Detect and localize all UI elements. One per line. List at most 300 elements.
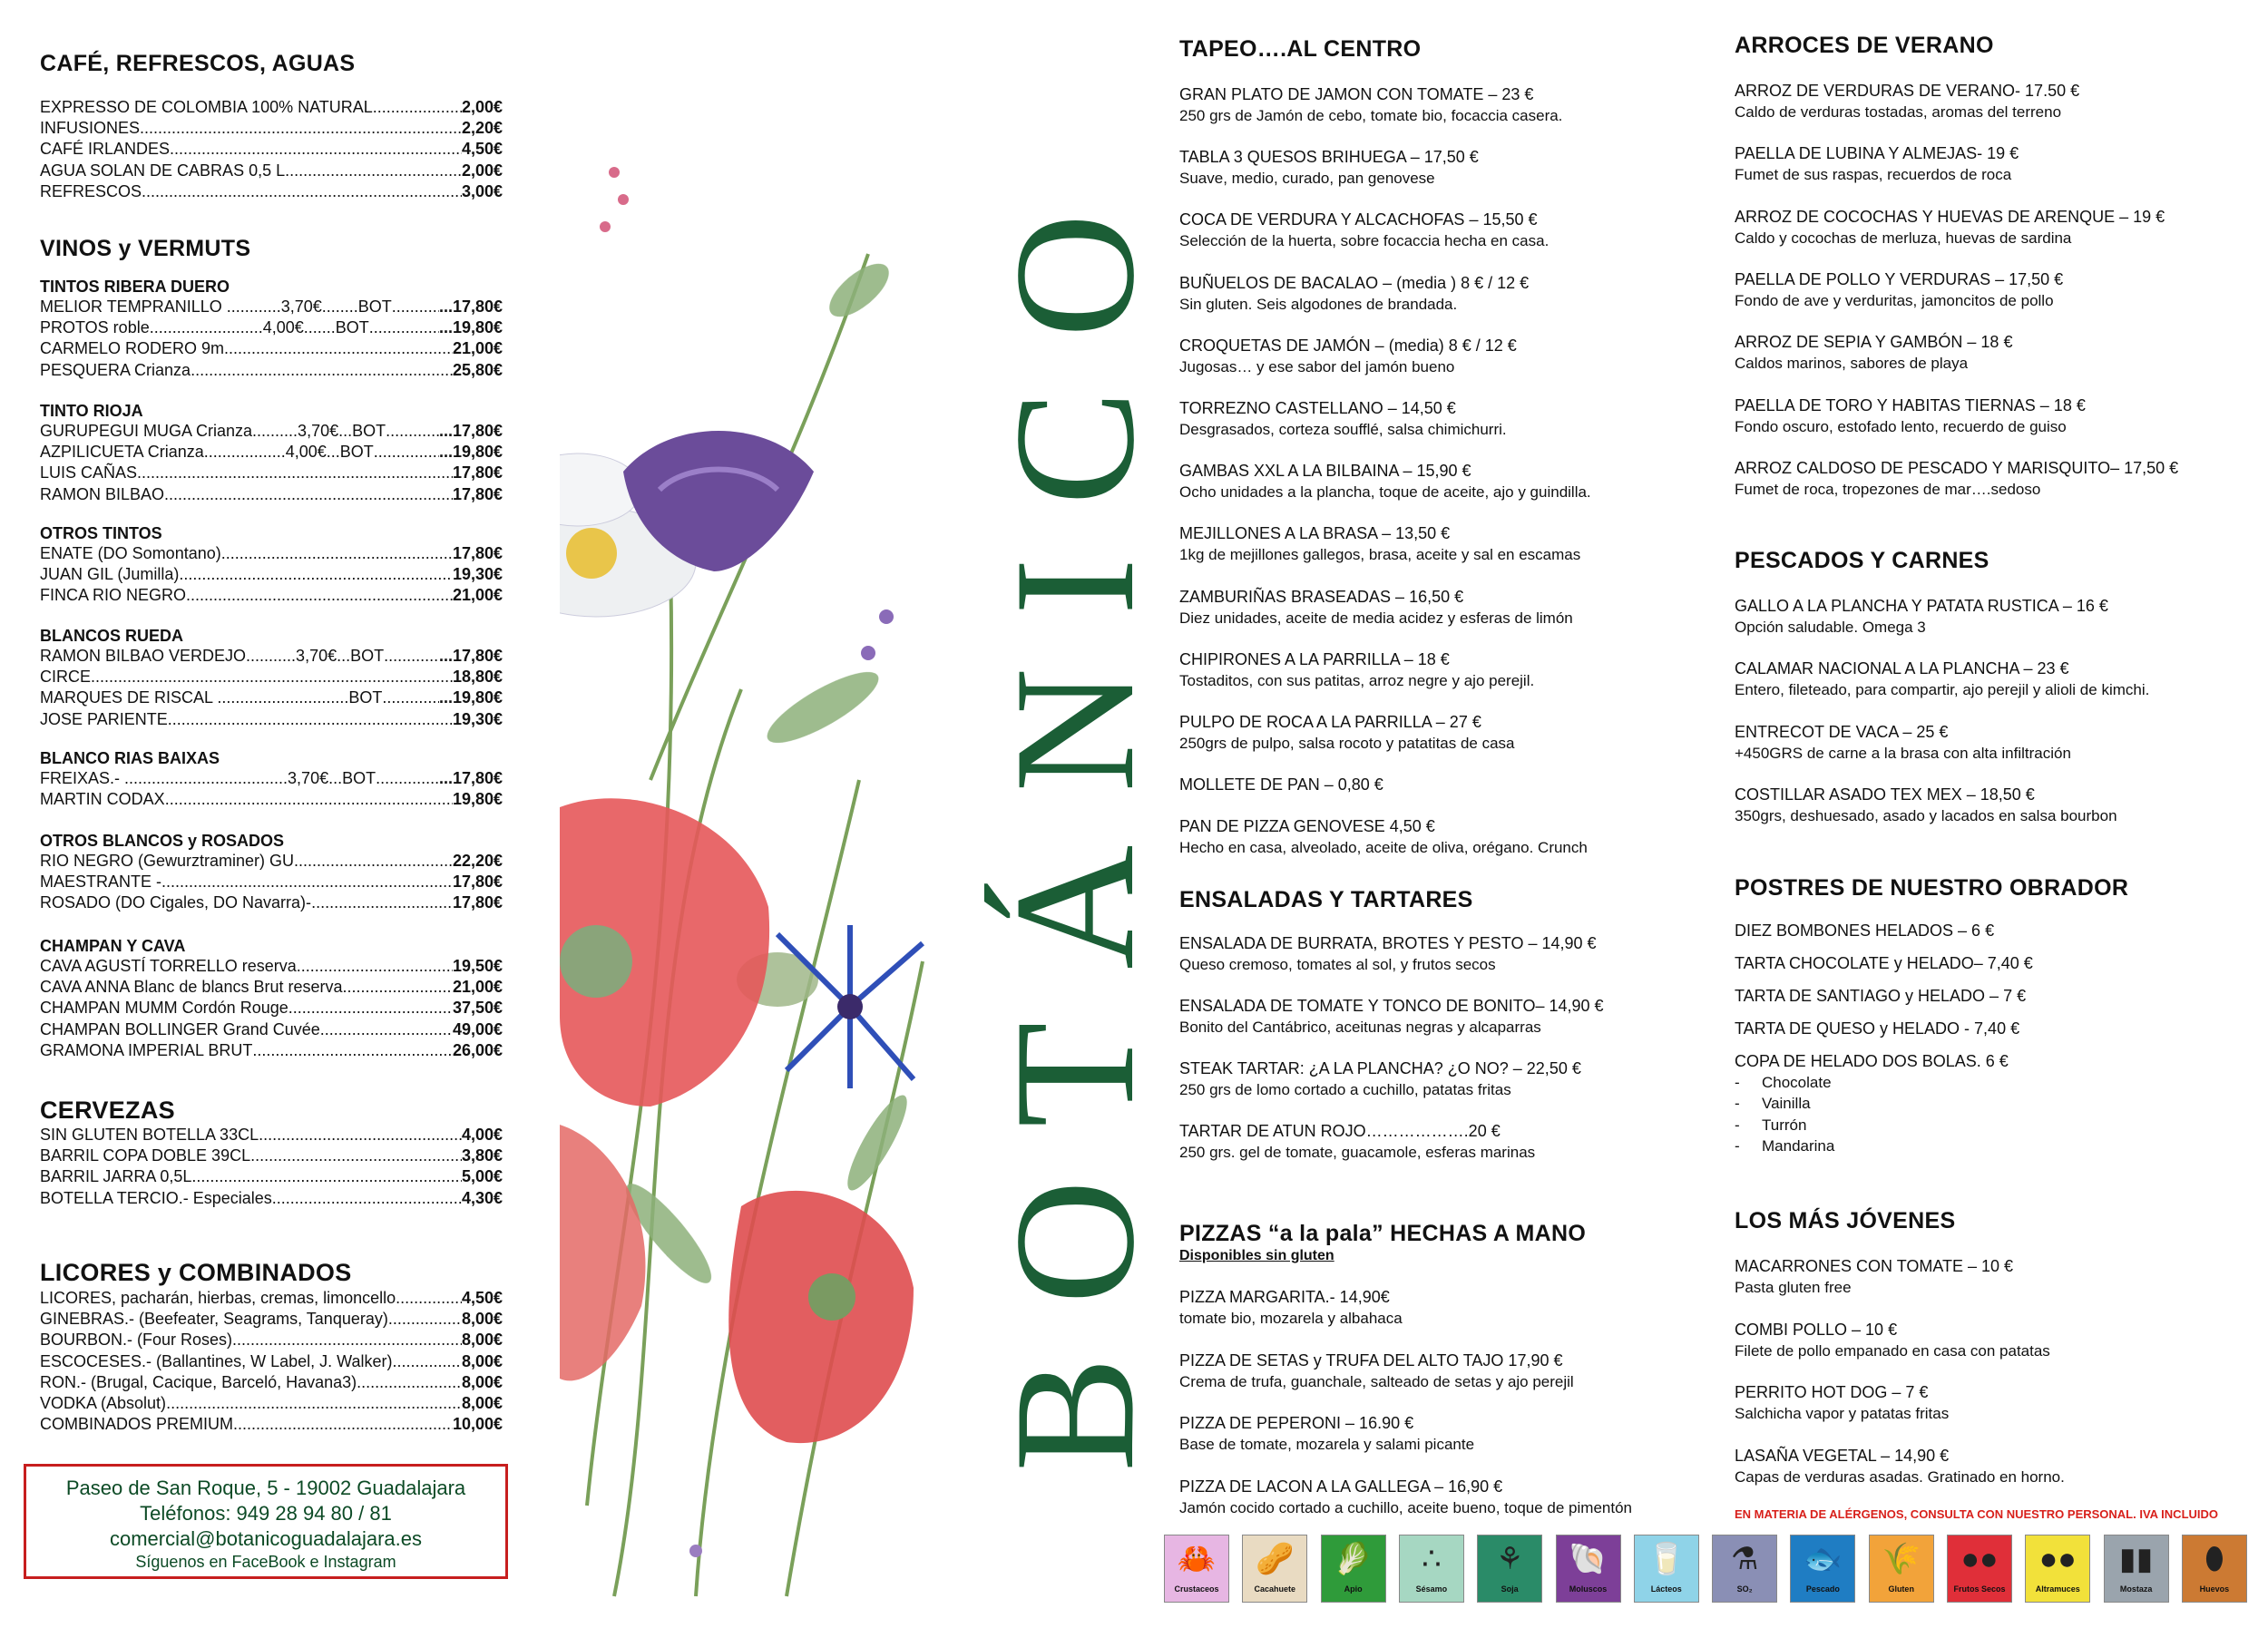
allergen-label: Frutos Secos xyxy=(1953,1584,2006,1594)
item-name: JUAN GIL (Jumilla) xyxy=(40,565,180,584)
item-name: BARRIL JARRA 0,5L xyxy=(40,1167,192,1186)
contact-social: Síguenos en FaceBook e Instagram xyxy=(135,1553,396,1571)
leader-dots xyxy=(186,585,453,606)
item-price: ...19,80€ xyxy=(438,688,503,707)
red-poppy xyxy=(560,798,914,1443)
section-title-tapeo: TAPEO….AL CENTRO xyxy=(1179,36,1422,62)
peanut-allergen xyxy=(1242,1535,1307,1603)
item-price: ...17,80€ xyxy=(438,297,503,316)
leader-dots xyxy=(373,97,462,118)
dish-title: PIZZA DE LACON A LA GALLEGA – 16,90 € xyxy=(1179,1477,1503,1496)
section-title-vinos: VINOS y VERMUTS xyxy=(40,236,251,261)
item-price: 10,00€ xyxy=(452,1415,503,1434)
dish xyxy=(1735,595,2268,638)
menu-line xyxy=(40,1040,503,1061)
dish-desc: Hecho en casa, alveolado, aceite de oliva, orégano. Crunch xyxy=(1179,838,1588,856)
menu-line xyxy=(40,463,503,483)
allergen-label: Sésamo xyxy=(1415,1584,1448,1594)
menu-line xyxy=(40,709,503,730)
item-name: ESCOCESES.- (Ballantines, W Label, J. Walker) xyxy=(40,1351,393,1370)
dish xyxy=(1735,721,2268,764)
dish-desc: 250 grs de lomo cortado a cuchillo, patatas fritas xyxy=(1179,1081,1511,1098)
menu-line xyxy=(40,297,503,317)
allergen-label: Lácteos xyxy=(1650,1584,1682,1594)
menu-line xyxy=(40,789,503,810)
item-price: ...19,80€ xyxy=(438,318,503,337)
section-title-pizzas: PIZZAS “a la pala” HECHAS A MANO xyxy=(1179,1221,1587,1246)
dish-title: PAELLA DE TORO Y HABITAS TIERNAS – 18 € xyxy=(1735,395,2086,414)
item-name: CAFÉ IRLANDES xyxy=(40,140,171,159)
item-name: MARQUES DE RISCAL .............................BOT xyxy=(40,688,383,707)
dish-title: STEAK TARTAR: ¿A LA PLANCHA? ¿O NO? – 22,50 € xyxy=(1179,1059,1581,1077)
dish-desc: Opción saludable. Omega 3 xyxy=(1735,619,1926,636)
item-price: ...17,80€ xyxy=(438,422,503,440)
pizzas-subtitle: Disponibles sin gluten xyxy=(1179,1248,1334,1263)
dish xyxy=(1179,774,1724,795)
item-price: 3,80€ xyxy=(461,1146,503,1165)
item-price: 19,30€ xyxy=(452,709,503,728)
item-name: GINEBRAS.- (Beefeater, Seagrams, Tanqueray) xyxy=(40,1310,388,1329)
item-price: 2,00€ xyxy=(461,98,503,116)
dish xyxy=(1735,206,2268,249)
dish-title: GRAN PLATO DE JAMON CON TOMATE – 23 € xyxy=(1179,85,1534,103)
item-price: 19,50€ xyxy=(452,957,503,975)
leader-dots xyxy=(294,851,453,872)
dish-title: PIZZA DE PEPERONI – 16.90 € xyxy=(1179,1414,1414,1432)
item-price: 3,00€ xyxy=(461,181,503,200)
item-price: 17,80€ xyxy=(452,893,503,912)
dish xyxy=(1735,1255,2268,1298)
allergen-legend xyxy=(1164,1535,2259,1603)
dish-desc: Diez unidades, aceite de media acidez y esferas de limón xyxy=(1179,609,1573,627)
item-price: 2,00€ xyxy=(461,161,503,180)
dish xyxy=(1179,1412,1724,1455)
allergen-label: Altramuces xyxy=(2035,1584,2080,1594)
item-price: 26,00€ xyxy=(452,1040,503,1059)
dish xyxy=(1735,1445,2268,1487)
dish-title: CALAMAR NACIONAL A LA PLANCHA – 23 € xyxy=(1735,659,2069,678)
dish-title: PAELLA DE POLLO Y VERDURAS – 17,50 € xyxy=(1735,269,2064,288)
dish xyxy=(1179,586,1724,629)
dish-desc: Sin gluten. Seis algodones de brandada. xyxy=(1179,295,1458,313)
dish xyxy=(1735,395,2268,437)
dish-desc: 350grs, deshuesado, asado y lacados en salsa bourbon xyxy=(1735,806,2117,824)
allergen-note: EN MATERIA DE ALÉRGENOS, CONSULTA CON NUESTRO PERSONAL. IVA INCLUIDO xyxy=(1735,1507,2219,1521)
wine-group xyxy=(40,524,503,607)
dish-title: PIZZA MARGARITA.- 14,90€ xyxy=(1179,1288,1390,1306)
leader-dots xyxy=(388,1309,462,1330)
blue-cornflower xyxy=(777,925,923,1088)
item-price: ...17,80€ xyxy=(438,647,503,665)
leader-dots xyxy=(140,118,462,139)
item-price: 22,20€ xyxy=(452,852,503,870)
leader-dots xyxy=(311,892,453,913)
item-name: CIRCE xyxy=(40,668,92,687)
item-name: AGUA SOLAN DE CABRAS 0,5 L xyxy=(40,161,286,180)
dish-title: ARROZ DE COCOCHAS Y HUEVAS DE ARENQUE – 19 € xyxy=(1735,207,2165,226)
dish-title: TABLA 3 QUESOS BRIHUEGA – 17,50 € xyxy=(1179,148,1479,167)
leader-dots xyxy=(297,956,453,977)
wine-group xyxy=(40,627,503,730)
dish-desc: Caldo de verduras tostadas, aromas del terreno xyxy=(1735,103,2062,121)
dish-desc: +450GRS de carne a la brasa con alta infiltración xyxy=(1735,744,2071,762)
leader-dots xyxy=(384,646,439,667)
dessert-item: TARTA CHOCOLATE y HELADO– 7,40 € xyxy=(1735,954,2033,972)
dish xyxy=(1179,397,1724,440)
dish-desc: Jamón cocido cortado a cuchillo, aceite bueno, toque de pimentón xyxy=(1179,1498,1632,1516)
dish xyxy=(1735,457,2268,500)
section-title-pescados: PESCADOS Y CARNES xyxy=(1735,548,1989,573)
dish-desc: 1kg de mejillones gallegos, brasa, aceite y sal en escamas xyxy=(1179,546,1581,564)
item-price: 4,00€ xyxy=(461,1126,503,1144)
allergen-label: Moluscos xyxy=(1569,1584,1608,1594)
item-price: 19,80€ xyxy=(452,790,503,809)
cervezas-list xyxy=(40,1125,503,1209)
menu-line xyxy=(40,1145,503,1166)
menu-line xyxy=(40,585,503,606)
menu-line xyxy=(40,956,503,977)
menu-line xyxy=(40,1288,503,1309)
dessert-item: TARTA DE QUESO y HELADO - 7,40 € xyxy=(1735,1019,2020,1038)
item-price: 8,00€ xyxy=(461,1331,503,1350)
dish-title: GALLO A LA PLANCHA Y PATATA RUSTICA – 16 € xyxy=(1735,597,2108,615)
leader-dots xyxy=(392,297,439,317)
leader-dots xyxy=(137,463,453,483)
egg-allergen xyxy=(2182,1535,2247,1603)
menu-line xyxy=(40,1188,503,1209)
wine-group xyxy=(40,937,503,1061)
nuts-allergen xyxy=(1947,1535,2012,1603)
mustard-icon: ▮▮ xyxy=(2118,1542,2154,1576)
item-name: CHAMPAN MUMM Cordón Rouge xyxy=(40,999,288,1018)
dish-title: CROQUETAS DE JAMÓN – (media) 8 € / 12 € xyxy=(1179,336,1517,355)
menu-line xyxy=(40,667,503,687)
leader-dots xyxy=(369,317,439,338)
item-name: BOURBON.- (Four Roses) xyxy=(40,1331,233,1350)
allergen-label: Pescado xyxy=(1805,1584,1840,1594)
dish-desc: Fondo de ave y verduritas, jamoncitos de pollo xyxy=(1735,291,2054,309)
menu-line xyxy=(40,1125,503,1145)
item-name: INFUSIONES xyxy=(40,119,141,138)
wine-group-title: BLANCOS RUEDA xyxy=(40,627,184,645)
leader-dots xyxy=(179,564,453,585)
dish-desc: Filete de pollo empanado en casa con patatas xyxy=(1735,1341,2050,1360)
allergen-label: Gluten xyxy=(1888,1584,1914,1594)
sulphite-icon: ⚗ xyxy=(1730,1542,1759,1576)
dish-title: PAN DE PIZZA GENOVESE 4,50 € xyxy=(1179,816,1435,835)
item-name: REFRESCOS xyxy=(40,181,142,200)
section-title-arroces: ARROCES DE VERANO xyxy=(1735,33,1994,58)
dish xyxy=(1179,711,1724,754)
item-price: 21,00€ xyxy=(452,978,503,997)
wine-group-title: TINTO RIOJA xyxy=(40,402,143,420)
dish xyxy=(1179,815,1724,858)
leader-dots xyxy=(191,360,453,381)
item-price: 2,20€ xyxy=(461,119,503,138)
section-title-licores: LICORES y COMBINADOS xyxy=(40,1259,352,1286)
wine-group-title: CHAMPAN Y CAVA xyxy=(40,937,186,955)
allergen-label: Huevos xyxy=(2199,1584,2230,1594)
item-name: PESQUERA Crianza xyxy=(40,360,191,379)
leader-dots xyxy=(396,1288,462,1309)
item-name: SIN GLUTEN BOTELLA 33CL xyxy=(40,1126,259,1144)
item-name: MELIOR TEMPRANILLO ............3,70€........BOT xyxy=(40,297,392,316)
leader-dots xyxy=(224,338,453,359)
menu-line xyxy=(40,687,503,708)
dish-desc: Base de tomate, mozarela y salami picante xyxy=(1179,1436,1475,1453)
leader-dots xyxy=(272,1188,462,1209)
dish-desc: tomate bio, mozarela y albahaca xyxy=(1179,1310,1403,1327)
dish-title: MEJILLONES A LA BRASA – 13,50 € xyxy=(1179,524,1451,543)
allergen-label: Mostaza xyxy=(2119,1584,2153,1594)
dish-desc: Caldo y cocochas de merluza, huevas de sardina xyxy=(1735,229,2072,247)
mollusc-icon: 🐚 xyxy=(1569,1542,1608,1576)
allergen-label: SO₂ xyxy=(1736,1584,1753,1594)
wine-group xyxy=(40,278,503,381)
item-price: 17,80€ xyxy=(452,872,503,892)
item-name: FINCA RIO NEGRO xyxy=(40,586,187,605)
dish-desc: 250 grs de Jamón de cebo, tomate bio, focaccia casera. xyxy=(1179,107,1563,124)
item-price: ...17,80€ xyxy=(438,769,503,787)
menu-line xyxy=(40,768,503,789)
leader-dots xyxy=(161,872,453,892)
soy-icon: ⚘ xyxy=(1495,1542,1524,1576)
leader-dots xyxy=(232,1330,462,1350)
dish xyxy=(1179,1286,1724,1329)
dish xyxy=(1179,648,1724,691)
item-price: ...19,80€ xyxy=(438,443,503,462)
item-name: VODKA (Absolut) xyxy=(40,1394,167,1413)
dish xyxy=(1735,658,2268,700)
leader-dots xyxy=(168,709,453,730)
menu-line xyxy=(40,97,503,118)
menu-line xyxy=(40,317,503,338)
dish-desc: Tostaditos, con sus patitas, arroz negre y ajo perejil. xyxy=(1179,671,1535,689)
menu-line xyxy=(40,1166,503,1187)
dish-title: ENSALADA DE BURRATA, BROTES Y PESTO – 14,90 € xyxy=(1179,934,1597,952)
dish-desc: Crema de trufa, guanchale, salteado de setas y ajo perejil xyxy=(1179,1372,1574,1390)
fish-icon: 🐟 xyxy=(1804,1542,1843,1576)
dish xyxy=(1735,80,2268,122)
menu-line xyxy=(40,484,503,505)
leader-dots xyxy=(166,1393,462,1414)
fish-allergen xyxy=(1790,1535,1855,1603)
item-price: 19,30€ xyxy=(452,565,503,584)
leader-dots xyxy=(252,1040,453,1061)
menu-line xyxy=(40,977,503,998)
item-price: 21,00€ xyxy=(452,339,503,358)
wine-group-title: OTROS TINTOS xyxy=(40,524,162,542)
dish-title: ENTRECOT DE VACA – 25 € xyxy=(1735,722,1949,741)
dish-title: GAMBAS XXL A LA BILBAINA – 15,90 € xyxy=(1179,462,1471,481)
lupin-icon: ●● xyxy=(2038,1542,2077,1576)
dish-title: COSTILLAR ASADO TEX MEX – 18,50 € xyxy=(1735,785,2035,804)
flavor-item xyxy=(1735,1137,2268,1155)
menu-line xyxy=(40,543,503,564)
item-name: PROTOS roble.........................4,00€.......BOT xyxy=(40,318,369,337)
menu-line xyxy=(40,1393,503,1414)
dish-desc: Fumet de roca, tropezones de mar….sedoso xyxy=(1735,480,2041,498)
wine-group xyxy=(40,832,503,914)
allergen-label: Apio xyxy=(1344,1584,1363,1594)
item-price: 37,50€ xyxy=(452,999,503,1018)
leader-dots xyxy=(91,667,453,687)
dish-title: LASAÑA VEGETAL – 14,90 € xyxy=(1735,1446,1950,1465)
dish-title: ARROZ DE SEPIA Y GAMBÓN – 18 € xyxy=(1735,333,2013,352)
dish xyxy=(1179,83,1724,126)
dish-title: ZAMBURIÑAS BRASEADAS – 16,50 € xyxy=(1179,587,1464,606)
dish-title: COCA DE VERDURA Y ALCACHOFAS – 15,50 € xyxy=(1179,210,1538,229)
item-name: CHAMPAN BOLLINGER Grand Cuvée xyxy=(40,1019,320,1038)
menu-line xyxy=(40,181,503,202)
item-name: JOSE PARIENTE xyxy=(40,709,168,728)
crab-allergen xyxy=(1164,1535,1229,1603)
dish-title: MACARRONES CON TOMATE – 10 € xyxy=(1735,1257,2014,1275)
leader-dots xyxy=(288,998,453,1019)
leaves xyxy=(615,254,916,1292)
contact-address: Paseo de San Roque, 5 - 19002 Guadalajara xyxy=(65,1477,466,1499)
item-name: CAVA ANNA Blanc de blancs Brut reserva xyxy=(40,978,343,997)
menu-line xyxy=(40,1414,503,1435)
item-name: RAMON BILBAO xyxy=(40,484,165,503)
dish xyxy=(1735,784,2268,826)
allergen-label: Cacahuete xyxy=(1254,1584,1296,1594)
contact-box xyxy=(24,1464,508,1579)
menu-line xyxy=(40,421,503,442)
dish-title: PAELLA DE LUBINA Y ALMEJAS- 19 € xyxy=(1735,144,2019,163)
dish xyxy=(1179,995,1724,1038)
contact-email[interactable]: comercial@botanicoguadalajara.es xyxy=(110,1527,422,1550)
leader-dots xyxy=(285,161,462,181)
menu-line xyxy=(40,998,503,1019)
wine-group xyxy=(40,749,503,810)
floral-illustration xyxy=(560,145,941,1628)
dish-desc: Jugosas… y ese sabor del jamón bueno xyxy=(1179,357,1455,375)
dish-title: PULPO DE ROCA A LA PARRILLA – 27 € xyxy=(1179,713,1481,731)
item-price: 17,80€ xyxy=(452,484,503,503)
dish xyxy=(1179,460,1724,502)
dish xyxy=(1179,1120,1724,1163)
item-price: 5,00€ xyxy=(461,1167,503,1186)
dish-desc: Fondo oscuro, estofado lento, recuerdo de guiso xyxy=(1735,417,2067,435)
section-title-postres: POSTRES DE NUESTRO OBRADOR xyxy=(1735,875,2129,901)
gluten-icon: 🌾 xyxy=(1882,1542,1921,1576)
dish-desc: 250grs de pulpo, salsa rocoto y patatitas de casa xyxy=(1179,735,1515,752)
dish-title: TARTAR DE ATUN ROJO……………….20 € xyxy=(1179,1122,1501,1140)
dish xyxy=(1735,1319,2268,1361)
item-name: ENATE (DO Somontano) xyxy=(40,544,221,562)
egg-icon: ⬮ xyxy=(2204,1542,2224,1576)
dish-desc: Salchicha vapor y patatas fritas xyxy=(1735,1405,1950,1422)
dish-title: COMBI POLLO – 10 € xyxy=(1735,1320,1898,1339)
dish-desc: Bonito del Cantábrico, aceitunas negras y alcaparras xyxy=(1179,1019,1541,1036)
dish-title: ENSALADA DE TOMATE Y TONCO DE BONITO– 14,90 € xyxy=(1179,997,1604,1015)
item-price: 8,00€ xyxy=(461,1351,503,1370)
dish-title: TORREZNO CASTELLANO – 14,50 € xyxy=(1179,399,1456,417)
nuts-icon: ●● xyxy=(1960,1542,1999,1576)
leader-dots xyxy=(250,1145,462,1166)
item-name: RAMON BILBAO VERDEJO...........3,70€...BOT xyxy=(40,647,385,665)
crab-icon: 🦀 xyxy=(1177,1542,1217,1576)
flavor-item xyxy=(1735,1095,2268,1113)
menu-line xyxy=(40,646,503,667)
leader-dots xyxy=(382,687,439,708)
flavor-item xyxy=(1735,1116,2268,1135)
item-price: 17,80€ xyxy=(452,463,503,483)
leader-dots xyxy=(191,1166,462,1187)
allergen-label: Soja xyxy=(1501,1584,1519,1594)
dairy-icon: 🥛 xyxy=(1647,1542,1686,1576)
dish xyxy=(1179,1350,1724,1392)
licores-list xyxy=(40,1288,503,1435)
menu-line xyxy=(40,139,503,160)
wine-group-title: BLANCO RIAS BAIXAS xyxy=(40,749,220,767)
menu-line xyxy=(40,442,503,463)
item-name: MAESTRANTE - xyxy=(40,872,162,892)
leader-dots xyxy=(142,181,462,202)
section-title-ensaladas: ENSALADAS Y TARTARES xyxy=(1179,887,1473,912)
item-price: 8,00€ xyxy=(461,1310,503,1329)
dish-title: PERRITO HOT DOG – 7 € xyxy=(1735,1383,1929,1401)
dish-desc: 250 grs. gel de tomate, guacamole, esferas marinas xyxy=(1179,1144,1536,1161)
gluten-allergen xyxy=(1869,1535,1934,1603)
item-name: GURUPEGUI MUGA Crianza..........3,70€...BOT xyxy=(40,422,386,440)
section-title-jovenes: LOS MÁS JÓVENES xyxy=(1735,1208,1956,1233)
dish xyxy=(1735,142,2268,185)
lupin-allergen xyxy=(2025,1535,2090,1603)
section-title-cafe: CAFÉ, REFRESCOS, AGUAS xyxy=(40,51,356,76)
leader-dots xyxy=(320,1019,453,1040)
dairy-allergen xyxy=(1634,1535,1699,1603)
dish-title: CHIPIRONES A LA PARRILLA – 18 € xyxy=(1179,649,1450,668)
dish xyxy=(1179,1058,1724,1100)
leader-dots xyxy=(170,139,462,160)
dish-title: PIZZA DE SETAS y TRUFA DEL ALTO TAJO 17,90 € xyxy=(1179,1350,1563,1370)
menu-line xyxy=(40,360,503,381)
item-name: AZPILICUETA Crianza..................4,00€...BOT xyxy=(40,443,374,462)
menu-line xyxy=(40,338,503,359)
bullet-dash: - xyxy=(1735,1095,1740,1113)
leader-dots xyxy=(376,768,439,789)
allergen-label: Crustaceos xyxy=(1174,1584,1219,1594)
leader-dots xyxy=(221,543,453,564)
item-price: 18,80€ xyxy=(452,668,503,687)
dish-desc: Queso cremoso, tomates al sol, y frutos secos xyxy=(1179,956,1496,973)
dish-desc: Fumet de sus raspas, recuerdos de roca xyxy=(1735,166,2012,184)
item-name: ROSADO (DO Cigales, DO Navarra)- xyxy=(40,893,312,912)
dish-desc: Entero, fileteado, para compartir, ajo perejil y alioli de kimchi. xyxy=(1735,681,2150,699)
menu-line xyxy=(40,118,503,139)
peanut-icon: 🥜 xyxy=(1256,1542,1295,1576)
menu-line xyxy=(40,564,503,585)
item-price: 4,30€ xyxy=(461,1188,503,1207)
dish-title: ARROZ CALDOSO DE PESCADO Y MARISQUITO– 17,50 € xyxy=(1735,458,2179,477)
flavor-name: Vainilla xyxy=(1762,1095,1811,1113)
brand-name: BOTÁNICO xyxy=(980,161,1170,1472)
contact-phones[interactable]: Teléfonos: 949 28 94 80 / 81 xyxy=(140,1502,392,1525)
dish xyxy=(1179,335,1724,377)
menu-line xyxy=(40,1372,503,1393)
item-price: 4,50€ xyxy=(461,140,503,159)
leader-dots xyxy=(165,789,453,810)
item-name: COMBINADOS PREMIUM xyxy=(40,1415,234,1434)
dish xyxy=(1735,1381,2268,1424)
menu-line xyxy=(40,1330,503,1350)
dish xyxy=(1735,268,2268,311)
flavor-name: Turrón xyxy=(1762,1116,1807,1134)
item-price: 21,00€ xyxy=(452,586,503,605)
menu-line xyxy=(40,892,503,913)
